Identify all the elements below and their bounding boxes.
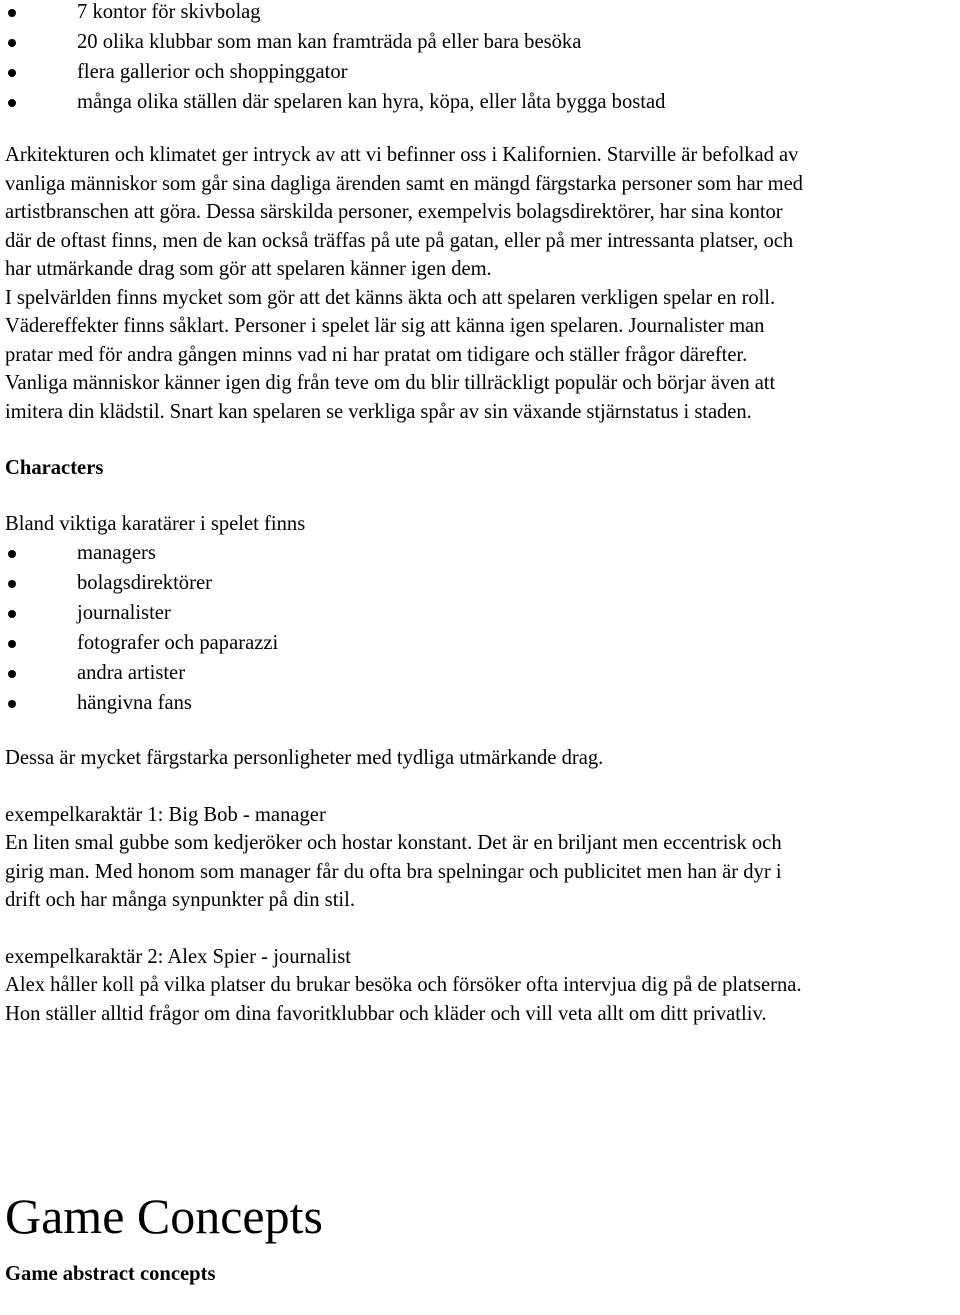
list-item: hängivna fans bbox=[5, 688, 955, 718]
text-line: imitera din klädstil. Snart kan spelaren se verkliga spår av sin växande stjärnstatus i staden. bbox=[5, 400, 752, 423]
characters-summary: Dessa är mycket färgstarka personligheter med tydliga utmärkande drag. bbox=[5, 747, 604, 769]
list-item: många olika ställen där spelaren kan hyra, köpa, eller låta bygga bostad bbox=[5, 87, 955, 117]
text-line: vanliga människor som går sina dagliga ärenden samt en mängd färgstarka personer som har med bbox=[5, 172, 803, 195]
bullet-icon bbox=[8, 69, 16, 77]
list-item: bolagsdirektörer bbox=[5, 568, 955, 598]
bullet-icon bbox=[8, 700, 16, 708]
text-line: där de oftast finns, men de kan också träffas på ute på gatan, eller på mer intressanta platser, och bbox=[5, 229, 794, 252]
bullet-icon bbox=[8, 9, 16, 17]
bullet-icon bbox=[8, 550, 16, 558]
text-line: artistbranschen att göra. Dessa särskilda personer, exempelvis bolagsdirektörer, har sina kontor bbox=[5, 201, 783, 223]
characters-intro: Bland viktiga karatärer i spelet finns bbox=[5, 512, 306, 535]
text-line: Vanliga människor känner igen dig från teve om du blir tillräckligt populär och börjar även att bbox=[5, 372, 776, 394]
text-line: har utmärkande drag som gör att spelaren känner igen dem. bbox=[5, 258, 492, 280]
example-title: exempelkaraktär 1: Big Bob - manager bbox=[5, 803, 326, 826]
list-item: journalister bbox=[5, 598, 955, 628]
text-line: Alex håller koll på vilka platser du brukar besöka och försöker ofta intervjua dig på de platserna. bbox=[5, 974, 802, 996]
text-line: girig man. Med honom som manager får du ofta bra spelningar och publicitet men han är dyr i bbox=[5, 860, 782, 883]
bullet-icon bbox=[8, 39, 16, 47]
list-item: fotografer och paparazzi bbox=[5, 628, 955, 658]
text-line: I spelvärlden finns mycket som gör att det känns äkta och att spelaren verkligen spelar en roll. bbox=[5, 286, 776, 309]
characters-bullet-list bbox=[5, 538, 955, 718]
list-item: managers bbox=[5, 538, 955, 568]
bullet-icon bbox=[8, 610, 16, 618]
bullet-icon bbox=[8, 670, 16, 678]
list-item: flera gallerior och shoppinggator bbox=[5, 57, 955, 87]
text-line: pratar med för andra gången minns vad ni har pratat om tidigare och ställer frågor därefter. bbox=[5, 343, 748, 366]
intro-paragraph bbox=[5, 141, 955, 426]
list-item: andra artister bbox=[5, 658, 955, 688]
example-character-2 bbox=[5, 943, 955, 1029]
list-item: 7 kontor för skivbolag bbox=[5, 0, 955, 27]
bullet-icon bbox=[8, 640, 16, 648]
bullet-icon bbox=[8, 99, 16, 107]
text-line: Arkitekturen och klimatet ger intryck av att vi befinner oss i Kalifornien. Starville är befolkad av bbox=[5, 144, 799, 166]
example-character-1 bbox=[5, 801, 955, 915]
text-line: Hon ställer alltid frågor om dina favoritklubbar och kläder och vill veta allt om ditt privatliv. bbox=[5, 1002, 767, 1025]
text-line: Vädereffekter finns såklart. Personer i spelet lär sig att känna igen spelaren. Journalister man bbox=[5, 315, 765, 337]
document-page bbox=[5, 0, 955, 1289]
characters-heading: Characters bbox=[5, 457, 104, 479]
game-concepts-title: Game Concepts bbox=[5, 1188, 323, 1244]
top-bullet-list bbox=[5, 0, 955, 117]
game-abstract-heading: Game abstract concepts bbox=[5, 1263, 216, 1285]
text-line: En liten smal gubbe som kedjeröker och hostar konstant. Det är en briljant men eccentrisk och bbox=[5, 832, 782, 854]
list-item: 20 olika klubbar som man kan framträda på eller bara besöka bbox=[5, 27, 955, 57]
example-title: exempelkaraktär 2: Alex Spier - journalist bbox=[5, 945, 351, 968]
bullet-icon bbox=[8, 580, 16, 588]
text-line: drift och har många synpunkter på din stil. bbox=[5, 889, 356, 911]
